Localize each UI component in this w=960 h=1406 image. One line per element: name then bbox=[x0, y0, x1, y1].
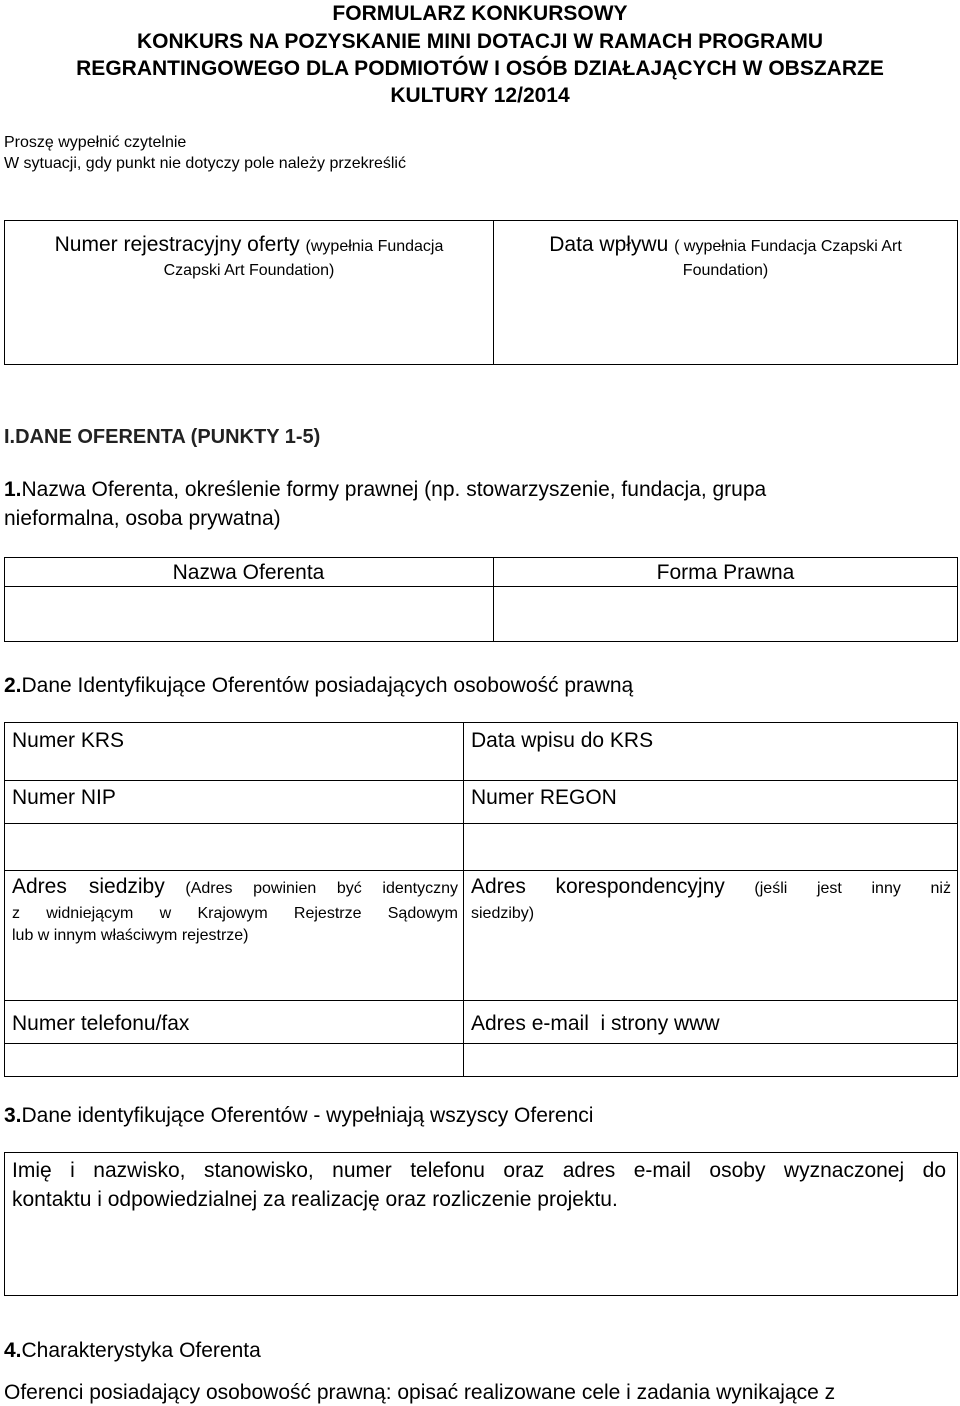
email-www-field[interactable] bbox=[465, 1045, 956, 1075]
offeror-name-field[interactable] bbox=[6, 588, 492, 640]
krs-date-field[interactable] bbox=[465, 741, 956, 777]
registered-address-label bbox=[12, 874, 458, 947]
correspondence-note-c: inny bbox=[871, 880, 901, 897]
correspondence-address-label bbox=[471, 874, 951, 925]
instruction-line1: Proszę wypełnić czytelnie bbox=[4, 134, 187, 151]
regon-number-label: Numer REGON bbox=[471, 786, 617, 809]
phone-fax-field[interactable] bbox=[6, 1045, 461, 1075]
receipt-date-main: Data wpływu bbox=[549, 233, 669, 256]
phone-fax-label: Numer telefonu/fax bbox=[12, 1012, 190, 1035]
identification-row-divider-1 bbox=[4, 780, 958, 781]
registered-address-main: Adres siedziby bbox=[12, 875, 165, 898]
correspondence-note-e: siedziby) bbox=[471, 905, 535, 922]
contact-person-field[interactable] bbox=[6, 1215, 956, 1293]
identification-row-divider-4 bbox=[4, 1000, 958, 1001]
identification-row-divider-2 bbox=[4, 823, 958, 824]
contact-person-line1: Imię i nazwisko, stanowisko, numer telefonu oraz adres e-mail osoby wyznaczonej do bbox=[12, 1159, 946, 1182]
registration-number-label bbox=[6, 232, 492, 282]
nip-number-label: Numer NIP bbox=[12, 786, 116, 809]
registered-address-note-a: (Adres powinien być identyczny bbox=[185, 880, 459, 897]
correspondence-address-word-a: Adres bbox=[471, 875, 526, 898]
receipt-date-note-b: Foundation) bbox=[682, 262, 769, 279]
registration-number-main: Numer rejestracyjny oferty bbox=[54, 233, 300, 256]
section-4-title: Charakterystyka Oferenta bbox=[21, 1339, 261, 1362]
question-1 bbox=[4, 477, 956, 532]
krs-number-field[interactable] bbox=[6, 741, 461, 777]
correspondence-address-word-b: korespondencyjny bbox=[555, 875, 725, 898]
correspondence-note-a: (jeśli bbox=[754, 880, 788, 897]
office-box-divider bbox=[493, 220, 494, 365]
identification-table-col-divider bbox=[463, 722, 464, 1077]
nip-number-field[interactable] bbox=[6, 825, 461, 868]
legal-form-header: Forma Prawna bbox=[656, 561, 795, 584]
identification-row-divider-3 bbox=[4, 870, 958, 871]
legal-form-field[interactable] bbox=[495, 588, 956, 640]
question-1-number: 1. bbox=[4, 478, 22, 501]
regon-number-field[interactable] bbox=[465, 825, 956, 868]
email-www-label: Adres e-mail i strony www bbox=[471, 1012, 720, 1035]
section-1-heading: I.DANE OFERENTA (PUNKTY 1-5) bbox=[4, 426, 321, 448]
correspondence-address-field[interactable] bbox=[465, 950, 956, 998]
form-subtitle-line1: KONKURS NA POZYSKANIE MINI DOTACJI W RAMACH PROGRAMU bbox=[137, 30, 823, 53]
instruction-line2: W sytuacji, gdy punkt nie dotyczy pole należy przekreślić bbox=[4, 155, 406, 172]
identification-row-divider-5 bbox=[4, 1043, 958, 1044]
receipt-date-note-a: ( wypełnia Fundacja Czapski Art bbox=[674, 238, 902, 255]
section-2-number: 2. bbox=[4, 674, 22, 697]
offeror-table-row-divider bbox=[4, 586, 958, 587]
krs-number-label: Numer KRS bbox=[12, 729, 125, 752]
registration-number-note-a: (wypełnia Fundacja bbox=[305, 238, 444, 255]
section-2-title: Dane Identyfikujące Oferentów posiadających osobowość prawną bbox=[21, 674, 634, 697]
form-title: FORMULARZ KONKURSOWY bbox=[332, 2, 628, 25]
registered-address-field[interactable] bbox=[6, 950, 461, 998]
form-subtitle-line2: REGRANTINGOWEGO DLA PODMIOTÓW I OSÓB DZIAŁAJĄCYCH W OBSZARZE bbox=[76, 57, 884, 80]
correspondence-note-b: jest bbox=[816, 880, 842, 897]
section-3-number: 3. bbox=[4, 1104, 22, 1127]
offeror-name-header: Nazwa Oferenta bbox=[172, 561, 325, 584]
section-4-heading bbox=[4, 1338, 261, 1364]
section-4-text: Oferenci posiadający osobowość prawną: opisać realizowane cele i zadania wynikające z bbox=[4, 1381, 836, 1404]
registration-number-note-b: Czapski Art Foundation) bbox=[163, 262, 335, 279]
registered-address-note-b: z widniejącym w Krajowym Rejestrze Sądowym bbox=[12, 905, 458, 922]
krs-date-label: Data wpisu do KRS bbox=[471, 729, 654, 752]
correspondence-note-d: niż bbox=[930, 880, 951, 897]
registered-address-note-c: lub w innym właściwym rejestrze) bbox=[12, 927, 249, 944]
receipt-date-label bbox=[495, 232, 956, 282]
section-2-heading bbox=[4, 673, 633, 699]
contact-person-line2: kontaktu i odpowiedzialnej za realizację oraz rozliczenie projektu. bbox=[12, 1188, 618, 1211]
section-4-number: 4. bbox=[4, 1339, 22, 1362]
question-1-text-a: Nazwa Oferenta, określenie formy prawnej (np. stowarzyszenie, fundacja, grupa bbox=[21, 478, 767, 501]
contact-person-label bbox=[12, 1158, 946, 1213]
section-3-title: Dane identyfikujące Oferentów - wypełniają wszyscy Oferenci bbox=[21, 1104, 594, 1127]
question-1-text-b: nieformalna, osoba prywatna) bbox=[4, 507, 281, 530]
form-subtitle-line3: KULTURY 12/2014 bbox=[390, 84, 570, 107]
section-3-heading bbox=[4, 1103, 593, 1129]
